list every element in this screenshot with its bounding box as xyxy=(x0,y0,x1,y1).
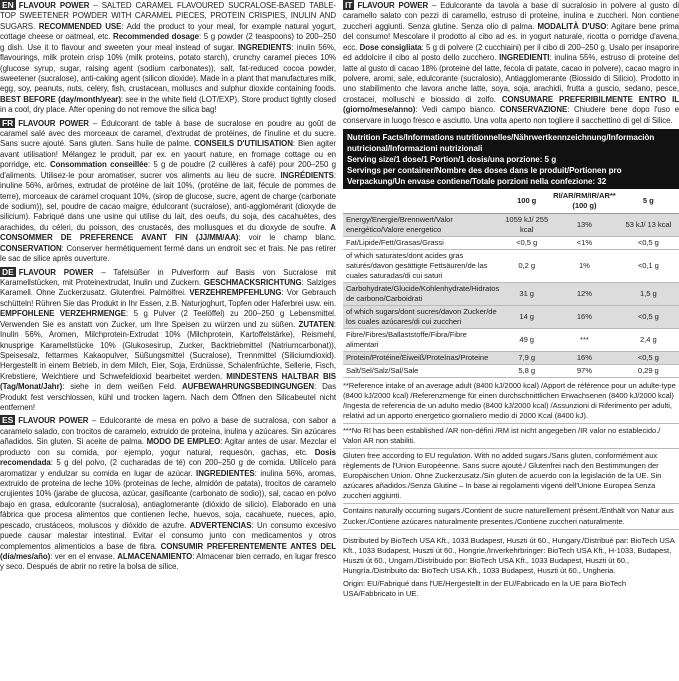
ing-text-es: : inulina 56%, aromas, extruido de proteína de leche 10% (proteínas de leche, almidón de patata), trocitos de caramelo crujientes 10% (jarabe de glucosa, azúcar, gasificante (carbonato de sodio)), sal, cacao en polvo bajo en grasa, edulcorante (sucralosa), antiaglomerante (dióxido de silicio). Elaborado en una fábrica que procesa alimentos que contienen leche, huevos, soja, cacahuete, nueces, apio, pescado, crustáceos, moluscos y dióxido de azufre. xyxy=(0,468,336,530)
section-en xyxy=(0,0,336,116)
dose-text-it: : 5 g di polvere (2 cucchiaini) per il cibo di 200–250 g. Usalo per insaporire ed addolcire il cibo al posto dello zucchero. xyxy=(343,42,679,63)
nutrient-label: Protein/Protéine/Eiweiß/Proteínas/Proteine xyxy=(343,352,502,365)
title-de: FLAVOUR POWER xyxy=(18,267,94,277)
bb-text-es: : Un consumo excesivo puede causar malestar intestinal. Evitar el consumo junto con medicamentos y otros complementos alimenticios a base de fibra. xyxy=(0,520,336,551)
dose-label-it: Dose consigliata xyxy=(359,42,422,52)
nutrition-row xyxy=(343,329,679,352)
store-text-de: : siehe in dem weißen Feld. xyxy=(62,382,182,392)
store-label-es: CONSUMIR PREFERENTEMENTE ANTES DEL (día/mes/año) xyxy=(0,541,336,561)
nutrient-label: Fibre/Fibres/Ballaststoffe/Fibra/Fibre alimentari xyxy=(343,329,502,352)
value-ri: 1% xyxy=(551,250,617,283)
nutrition-row xyxy=(343,306,679,329)
value-ri: <1% xyxy=(551,237,617,250)
distributor-text: Distributed by BioTech USA Kft., 1033 Budapest, Huszti út 60., Hungary./Distribué par: BioTech USA Kft., 1033 Budapest, Huszti út 60., Hongrie./Inverkehrbringer: BioTech USA Kft., H-1033, Budapest, Huszti út 60., Ungarn./Distribuido por: BioTech USA Kft., 1033 Budapest, Huszti út 60., Hungría./Distribuito da: BioTech USA Kft., 1033 Budapest, Huszti út 60., Ungheria. xyxy=(343,535,675,575)
distribution xyxy=(343,536,679,599)
nutrition-row xyxy=(343,237,679,250)
lang-code-de: DE xyxy=(2,266,14,277)
title-en: FLAVOUR POWER xyxy=(18,1,90,10)
dose-text-es: : 5 g del polvo, (2 cucharadas de té) con 200–250 g de comida. Utilícelo para aromatizar y endulzar su comida en lugar de azúcar. xyxy=(0,458,336,478)
value-5g: 1,5 g xyxy=(618,283,679,306)
nutrition-row xyxy=(343,250,679,283)
store-text-es: : ver en el envase. xyxy=(50,551,118,561)
value-5g: <0,5 g xyxy=(618,306,679,329)
use-text-es: : Agitar antes de usar. Mezclar el producto con su comida, por ejemplo, yogur natural, requesón, gachas, etc. xyxy=(0,437,336,457)
col-100g: 100 g xyxy=(502,189,551,214)
ing-label-de: EMPFOHLENE VERZEHRMENGE xyxy=(0,309,126,319)
value-5g: 2,4 g xyxy=(618,329,679,352)
lang-code-es: ES xyxy=(2,415,14,426)
bb-label-fr: A CONSOMMER DE PREFERENCE AVANT FIN (JJ/MM/AA) xyxy=(0,222,336,243)
ing-text-it: : inulina 55%, estruso di proteine del latte al gusto di cacao 18% (proteine del latte, fecola di patate, cacao in polvere), cacao magro in polvere, aromi, sale, edulcorante (sucralosio), Antiagglomerante (Biossido di Silicio). Prodotto in uno stabilimento che lavora anche latte, soya, soja, arachidi, frutta a guscio, sedano, pesce, crostacei, molluschi e biossido di zolfo. xyxy=(343,53,679,104)
use-label-it: MODALITÀ D'USO xyxy=(537,21,607,31)
value-ri: *** xyxy=(551,329,617,352)
nutrition-header-line: Servings per container/Nombre des doses dans le produit/Portionen pro Verpackung/Un envase contiene/Totale porzioni nella confezione: 32 xyxy=(347,166,622,187)
nutrition-table xyxy=(343,189,679,378)
value-5g: <0,1 g xyxy=(618,250,679,283)
col-label xyxy=(343,189,502,214)
store-label-fr: CONSERVATION xyxy=(0,243,62,253)
dose-label-de: VERZEHREMPFEHLUNG xyxy=(189,288,282,298)
use-text-de: : Salziges Karamell. Ohne Zuckerzusatz. Glutenfrei. Palmölfrei. xyxy=(0,277,336,298)
note-gluten: Gluten free according to EU regulation. With no added sugars./Sans gluten, conformément aux règlements de l'Union Européenne. Sans sucre ajouté./ Glutenfrei nach den Bestimmungen der Europäischen Union. Ohne Zuckerzusatz./Sin gluten de acuerdo con la legislación de la UE. Sin azúcares añadidos./Senza Glutine – In base ai regolamenti vigenti dell'Unione Europea Senza zuccheri aggiunti. xyxy=(343,451,679,504)
ing-text-en: : inulin 56%, flavourings, milk protein crisp 10% (milk proteins, potato starch), crunchy caramel pieces 10% (glucose syrup, sugar, raising agent (sodium carbonates)), salt, fat-reduced cocoa powder, sweetener (sucralose), anti-caking agent (silicon dioxide). Made in a plant that manufactures milk, egg, soy, peanuts, nuts, celery, fish, crustacean, molluscs and sulphur dioxide containing foods. xyxy=(0,42,336,94)
col-ri: RI/AR/RM/IR/AR**(100 g) xyxy=(551,189,617,214)
origin-text: Origin: EU/Fabriqué dans l'UE/Hergestellt in der EU/Fabricado en la UE para BioTech USA/Fabbricato in UE. xyxy=(343,578,627,598)
use-label-es: MODO DE EMPLEO xyxy=(146,437,221,447)
nutrient-label: Carbohydrate/Glucide/Kohlenhydrate/Hidratos de carbono/Carboidrati xyxy=(343,283,502,306)
nutrient-label: Salt/Sel/Salz/Sal/Sale xyxy=(343,365,502,378)
dose-text-fr: : 5 g de poudre (2 cuillères à café) pour 200–250 g d'aliments. Utilisez-le pour aromatiser, sucrer vos aliments au lieu de sucre. xyxy=(0,160,336,180)
title-fr: FLAVOUR POWER xyxy=(18,118,89,128)
title-es: FLAVOUR POWER xyxy=(18,416,89,426)
value-100g: <0,5 g xyxy=(502,237,551,250)
value-100g: 1059 kJ/ 255 kcal xyxy=(502,214,551,237)
extra-label-es: ALMACENAMIENTO xyxy=(117,551,193,561)
ing-label-es: INGREDIENTES xyxy=(196,468,255,478)
extra-label-de: AUFBEWAHRUNGSBEDINGUNGEN xyxy=(182,382,315,392)
bb-text-fr: : voir le champ blanc. xyxy=(238,233,336,243)
bb-label-it: CONSUMARE PREFERIBILMENTE ENTRO IL (giorno/mese/anno) xyxy=(343,94,679,115)
section-es xyxy=(0,415,336,572)
value-5g: <0,5 g xyxy=(618,352,679,365)
bb-label-de: ZUTATEN xyxy=(298,319,334,329)
section-de xyxy=(0,267,336,414)
value-100g: 0,2 g xyxy=(502,250,551,283)
nutrient-label: Energy/Energie/Brennwert/Valor energético/Valore energetico xyxy=(343,214,502,237)
dose-label-en: Recommended dosage xyxy=(113,32,199,42)
value-ri: 13% xyxy=(551,214,617,237)
use-label-en: RECOMMENDED USE xyxy=(38,21,122,31)
bb-text-de: : Inulin 56%, Aromen, Milchprotein-Extrudat 10% (Milchprotein, Kartoffelstärke), Reismehl, knusprige Karamellstücke 10% (Glukosesirup, Zucker, Backtriebmittel (Natriumcarbonat)), Speisesalz, fettarmes Kakaopulver, Süßungsmittel (Sucralose), Trennmittel (Siliciumdioxid). Hergestellt in einem Betrieb, in dem Milch, Eier, Soja, Erdnüsse, Schalenfrüchte, Sellerie, Fisch, Krebstiere, Weichtiere und Schwefeldioxid bearbeitet werden. xyxy=(0,319,336,381)
store-text-it: : Chiudere bene dopo l'uso e conservare in luogo fresco e asciutto. Una volta aperto non togliere il sacchettino di gel di Silice. xyxy=(343,105,679,125)
value-5g: 53 kJ/ 13 kcal xyxy=(618,214,679,237)
ing-label-fr: INGRÉDIENTS xyxy=(280,170,334,180)
right-column xyxy=(343,0,679,602)
nutrition-header-line: Serving size/1 dose/1 Portion/1 dosis/una porzione: 5 g xyxy=(347,155,557,165)
lang-code-it: IT xyxy=(345,0,353,10)
nutrition-notes xyxy=(343,381,679,529)
left-column xyxy=(0,0,336,575)
nutrition-table-body xyxy=(343,214,679,378)
use-text-fr: : Bien agiter avant utilisation! Mélangez le produit, par ex. en yaourt nature, en fromage cottage ou en porridge, etc. xyxy=(0,139,336,170)
nutrient-label: of which sugars/dont sucres/davon Zucker/de los cuales azúcares/di cui zuccheri xyxy=(343,306,502,329)
store-label-de: MINDESTENS HALTBAR BIS (Tag/Monat/Jahr) xyxy=(0,371,336,392)
value-100g: 7,9 g xyxy=(502,352,551,365)
use-text-it: : Agitare bene prima del consumo! Mescolare il prodotto al cibo ad es. in yogurt naturale, ricotta o porridge d'avena, ecc. xyxy=(343,21,679,52)
value-ri: 12% xyxy=(551,283,617,306)
lang-code-fr: FR xyxy=(2,117,14,128)
nutrition-row xyxy=(343,365,679,378)
ing-label-en: INGREDIENTS xyxy=(237,42,292,52)
title-it: FLAVOUR POWER xyxy=(357,1,429,10)
col-5g: 5 g xyxy=(618,189,679,214)
note-sugars: Contains naturally occurring sugars./Contient de sucre naturellement présent./Enthält von Natur aus Zucker./Contiene azúcares naturalmente presentes./Contiene zuccheri naturalmente. xyxy=(343,506,679,529)
section-fr xyxy=(0,118,336,265)
extra-text-de: : Das Produkt fest verschlossen, kühl und trocken lagern. Nach dem Öffnen den Silicabeutel nicht entfernen! xyxy=(0,382,336,413)
value-100g: 49 g xyxy=(502,329,551,352)
value-ri: 97% xyxy=(551,365,617,378)
bb-text-it: : Vedi campo bianco. xyxy=(415,105,500,115)
extra-text-es: : Almacenar bien cerrado, en lugar fresco y seco. Después de abrir no retire la bolsa de sílice. xyxy=(0,551,336,572)
note-no-ri: ***No RI has been established /AR non-défini /RM ist nicht angegeben /IR valor no establecido./ Valori AR non stabiliti. xyxy=(343,426,679,449)
value-ri: 16% xyxy=(551,352,617,365)
store-label-it: CONSERVAZIONE xyxy=(499,105,568,115)
intro-en: – SALTED CARAMEL FLAVOURED SUCRALOSE-BASED TABLE-TOP SWEETENER POWDER WITH CARAMEL PIECES, PROTEIN CRISPIES, INULIN AND SUGARS. xyxy=(0,1,336,31)
nutrient-label: Fat/Lipide/Fett/Grasas/Grassi xyxy=(343,237,502,250)
use-label-fr: CONSEILS D'UTILISATION xyxy=(194,139,293,149)
nutrition-row xyxy=(343,352,679,365)
nutrition-row xyxy=(343,214,679,237)
dose-label-fr: Consommation conseillée xyxy=(49,160,148,170)
nutrition-header xyxy=(343,129,679,189)
dose-text-en: : 5 g powder (2 teaspoons) to 200–250 g dish. Use it to flavour and sweeten your meal instead of sugar. xyxy=(0,32,336,52)
value-100g: 5,8 g xyxy=(502,365,551,378)
bb-label-es: ADVERTENCIAS xyxy=(189,520,252,530)
value-100g: 31 g xyxy=(502,283,551,306)
nutrition-row xyxy=(343,283,679,306)
ing-text-de: : 5 g Pulver (2 Teelöffel) zu 200–250 g Lebensmittel. Verwenden Sie es anstatt von Zucker, um Ihre Speisen zu würzen und zu süßen. xyxy=(0,309,336,329)
use-label-de: GESCHMACKSRICHTUNG xyxy=(203,277,302,287)
use-text-en: : Add the product to your meal, for example natural yogurt, cottage cheese or oatmeal, etc. xyxy=(0,21,336,42)
intro-fr: – Édulcorant de table à base de sucralose en poudre au goût de caramel salé avec des morceaux de caramel, d'extrudat de protéines, de l'inuline et du sucre. Sans sucre ajouté. Sans gluten. Sans huile de palme. xyxy=(0,118,336,149)
nutrition-header-line: Nutrition Facts/Informations nutritionnelles/Nährwertkennzeichnung/Informaciòn nutricional/Informazioni nutrizionali xyxy=(347,133,655,154)
nutrition-table-header xyxy=(343,189,679,214)
bb-text-en: : see in the white field (LOT/EXP). Store product tightly closed in a cool, dry place. After opening do not remove the silica bag! xyxy=(0,94,336,115)
intro-it: – Edulcorante da tavola a base di sucralosio in polvere al gusto di caramello salato con pezzi di caramello, estruso di proteine, inulina e zuccheri. Non contiene zuccheri aggiunti. Senza glutine. Senza olio di palma. xyxy=(343,1,679,31)
lang-code-en: EN xyxy=(2,0,14,10)
ing-label-it: INGREDIENTI xyxy=(499,53,550,63)
value-5g: 0,29 g xyxy=(618,365,679,378)
intro-de: – Tafelsüßer in Pulverform auf Basis von Sucralose mit Karamellstücken, mit Proteinextrudat, Inulin und Zuckern. xyxy=(0,267,336,287)
nutrient-label: of which saturates/dont acides gras saturés/davon gesättigte Fettsäuren/de las cuales saturadas/di cui saturi xyxy=(343,250,502,283)
note-ri: **Reference intake of an average adult (8400 kJ/2000 kcal) /Apport de référence pour un adulte-type (8400 kJ/2000 kcal) /Referenzmenge für einen durchschnittlichen Erwachsenen (8400 kJ/2000 kcal) /Ingesta de referencia de un adulto medio (8400 kJ/2000 kcal) /Assunzioni di Riferimento per adulti, relativi ad un apporto energetico giornaliero medio di 2000 Kcal (8400 kJ). xyxy=(343,381,679,424)
value-100g: 14 g xyxy=(502,306,551,329)
dose-label-es: Dosis recomendada xyxy=(0,447,336,468)
store-text-fr: : Conserver hermétiquement fermé dans un endroit sec et frais. Ne pas retirer le sac de silice après ouverture. xyxy=(0,243,336,264)
value-5g: <0,5 g xyxy=(618,237,679,250)
intro-es: – Edulcorante de mesa en polvo a base de sucralosa, con sabor a caramelo salado, con trocitos de caramelo, extruido de proteína, inulina y azúcares. Sin azúcares añadidos. Sin gluten. Si aceite de palma. xyxy=(0,416,336,447)
dose-text-de: : Vor Gebrauch schütteln! Rühren Sie das Produkt in Ihr Essen, z.B. Naturjoghurt, Topfen oder Haferbrei usw. ein. xyxy=(0,288,336,308)
ing-text-fr: : inuline 56%, arômes, extrudat de protéine de lait 10%, (protéine de lait, fécule de pommes de terre), morceaux de caramel croquant 10%, (sirop de glucose, sucre, agent de charge (carbonate de sodium)), sel, poudre de cacao maigre, édulcorant (sucralose), anti-agglomérant (dioxyde de silicium). Fabriqué dans une usine qui utilise du lait, des oeufs, du soja, des cacahuètes, des arachides, du céleri, du poisson, des crustacés, des mollusques et du dioxyde de soufre. xyxy=(0,170,336,232)
section-it xyxy=(343,0,679,126)
value-ri: 16% xyxy=(551,306,617,329)
bb-label-en: BEST BEFORE (day/month/year) xyxy=(0,94,121,104)
